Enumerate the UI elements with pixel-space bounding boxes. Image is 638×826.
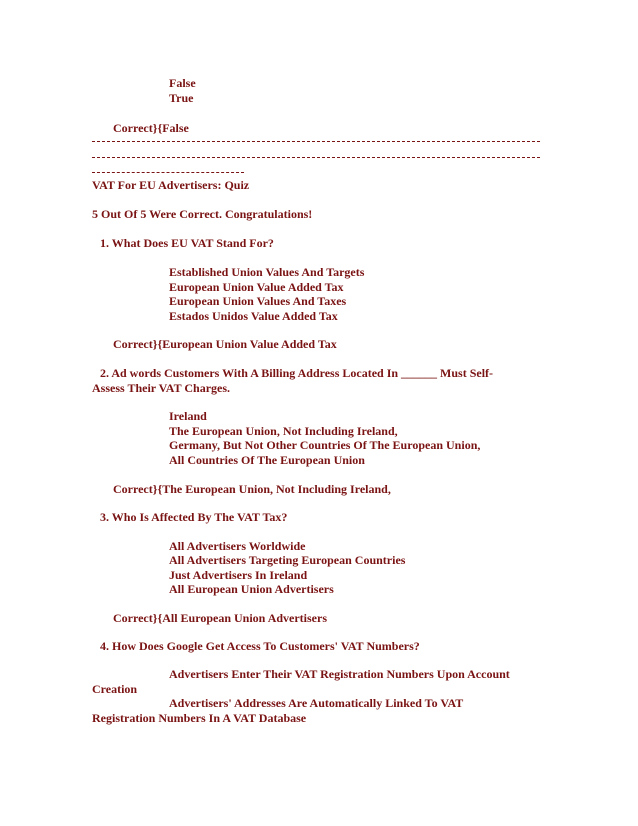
q3-option: All Advertisers Worldwide xyxy=(169,539,306,553)
question-2-continued: Assess Their VAT Charges. xyxy=(92,381,231,395)
q2-option: The European Union, Not Including Ireland, xyxy=(169,424,398,438)
q4-option: Advertisers' Addresses Are Automatically Linked To VAT xyxy=(169,696,464,710)
prev-option-false: False xyxy=(169,76,196,90)
q2-correct-answer: Correct}{The European Union, Not Including Ireland, xyxy=(113,482,391,496)
q2-option: All Countries Of The European Union xyxy=(169,453,365,467)
q2-option: Germany, But Not Other Countries Of The European Union, xyxy=(169,438,481,452)
quiz-title: VAT For EU Advertisers: Quiz xyxy=(92,178,250,192)
q1-option: Estados Unidos Value Added Tax xyxy=(169,309,338,323)
question-3: 3. Who Is Affected By The VAT Tax? xyxy=(100,510,288,524)
question-1: 1. What Does EU VAT Stand For? xyxy=(100,236,274,250)
q3-option: Just Advertisers In Ireland xyxy=(169,568,308,582)
q3-correct-answer: Correct}{All European Union Advertisers xyxy=(113,611,328,625)
q1-option: European Union Value Added Tax xyxy=(169,280,344,294)
q2-option: Ireland xyxy=(169,409,207,423)
question-2: 2. Ad words Customers With A Billing Address Located In ______ Must Self- xyxy=(100,366,494,380)
question-4: 4. How Does Google Get Access To Customers' VAT Numbers? xyxy=(100,639,420,653)
prev-option-true: True xyxy=(169,91,194,105)
separator-line xyxy=(92,141,540,142)
q3-option: All European Union Advertisers xyxy=(169,582,334,596)
quiz-score: 5 Out Of 5 Were Correct. Congratulations! xyxy=(92,207,313,221)
q3-option: All Advertisers Targeting European Countries xyxy=(169,553,406,567)
q4-option: Advertisers Enter Their VAT Registration Numbers Upon Account xyxy=(169,667,510,681)
q1-correct-answer: Correct}{European Union Value Added Tax xyxy=(113,337,337,351)
q4-option-continued: Creation xyxy=(92,682,138,696)
separator-line xyxy=(92,157,540,158)
separator-line xyxy=(92,172,244,173)
q1-option: European Union Values And Taxes xyxy=(169,294,347,308)
q4-option-continued: Registration Numbers In A VAT Database xyxy=(92,711,307,725)
q1-option: Established Union Values And Targets xyxy=(169,265,365,279)
prev-correct-answer: Correct}{False xyxy=(113,121,189,135)
